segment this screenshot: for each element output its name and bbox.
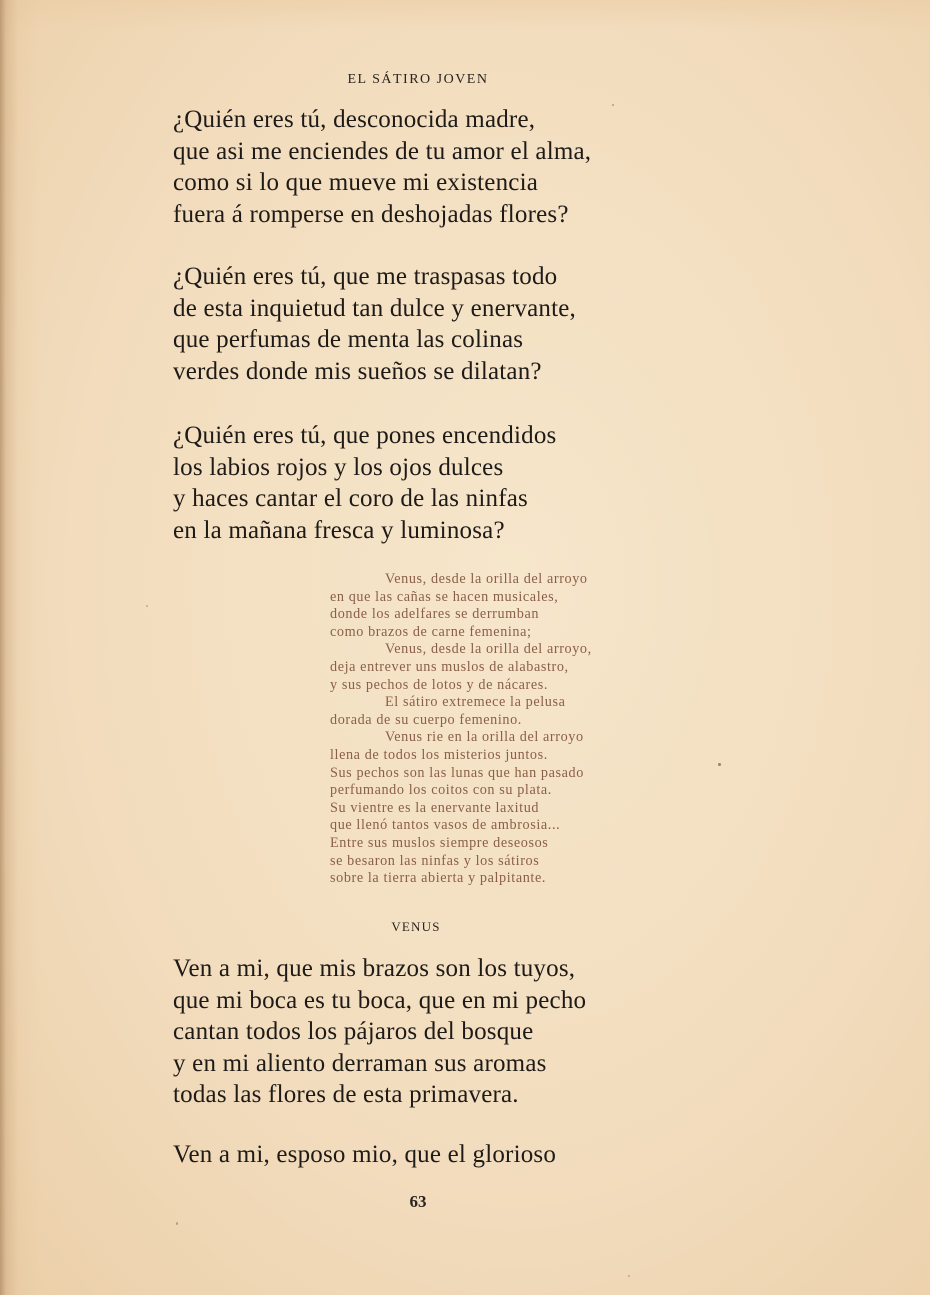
verse-line: verdes donde mis sueños se dilatan?: [173, 357, 542, 385]
verse-line: y haces cantar el coro de las ninfas: [173, 485, 528, 512]
paper-speck: [176, 1222, 178, 1225]
prose-line: llena de todos los misterios juntos.: [330, 746, 548, 763]
verse-line: ¿Quién eres tú, que pones encendidos: [173, 422, 557, 449]
prose-line: Entre sus muslos siempre deseosos: [330, 834, 549, 851]
paper-speck: [146, 605, 148, 607]
verse-line: en la mañana fresca y luminosa?: [173, 516, 505, 544]
prose-line: sobre la tierra abierta y palpitante.: [330, 870, 547, 887]
prose-line: Venus rie en la orilla del arroyo: [385, 729, 584, 746]
verse-line: y en mi aliento derraman sus aromas: [173, 1049, 547, 1077]
verse-line: ¿Quién eres tú, desconocida madre,: [173, 106, 536, 133]
verse-line: que perfumas de menta las colinas: [173, 326, 524, 353]
prose-passage: [330, 571, 680, 888]
prose-line: en que las cañas se hacen musicales,: [330, 588, 559, 605]
prose-line: que llenó tantos vasos de ambrosia...: [330, 817, 561, 834]
section-heading: VENUS: [391, 919, 441, 934]
running-head: EL SÁTIRO JOVEN: [347, 72, 489, 87]
paper-speck: [612, 104, 614, 106]
verse-line: que mi boca es tu boca, que en mi pecho: [173, 986, 587, 1014]
prose-line: Su vientre es la enervante laxitud: [330, 799, 540, 816]
stanza: [173, 104, 591, 230]
stanza: [173, 1139, 556, 1171]
stanza: [173, 261, 576, 387]
prose-line: Venus, desde la orilla del arroyo: [385, 571, 588, 587]
verse-line: de esta inquietud tan dulce y enervante,: [173, 294, 576, 322]
verse-line: como si lo que mueve mi existencia: [173, 169, 539, 196]
verse-line: los labios rojos y los ojos dulces: [173, 453, 504, 481]
paper-speck: [628, 1275, 630, 1277]
prose-line: donde los adelfares se derrumban: [330, 606, 540, 623]
verse-line: ¿Quién eres tú, que me traspasas todo: [173, 263, 558, 290]
prose-line: El sátiro extremece la pelusa: [385, 694, 566, 711]
paper-speck: [718, 763, 721, 766]
verse-line: cantan todos los pájaros del bosque: [173, 1018, 534, 1045]
prose-line: perfumando los coitos con su plata.: [330, 782, 552, 799]
stanza: [173, 420, 556, 546]
stanza: [173, 953, 586, 1111]
verse-line: todas las flores de esta primavera.: [173, 1081, 519, 1108]
prose-line: como brazos de carne femenina;: [330, 623, 532, 640]
prose-line: Venus, desde la orilla del arroyo,: [385, 641, 592, 658]
verse-line: Ven a mi, que mis brazos son los tuyos,: [173, 955, 576, 982]
prose-line: deja entrever uns muslos de alabastro,: [330, 658, 569, 675]
prose-line: y sus pechos de lotos y de nácares.: [330, 676, 548, 693]
prose-line: dorada de su cuerpo femenino.: [330, 711, 522, 728]
verse-line: que asi me enciendes de tu amor el alma,: [173, 137, 592, 165]
page-number: 63: [409, 1192, 427, 1211]
prose-line: se besaron las ninfas y los sátiros: [330, 852, 540, 869]
verse-line: Ven a mi, esposo mio, que el glorioso: [173, 1141, 557, 1168]
prose-line: Sus pechos son las lunas que han pasado: [330, 764, 584, 781]
verse-line: fuera á romperse en deshojadas flores?: [173, 200, 569, 228]
